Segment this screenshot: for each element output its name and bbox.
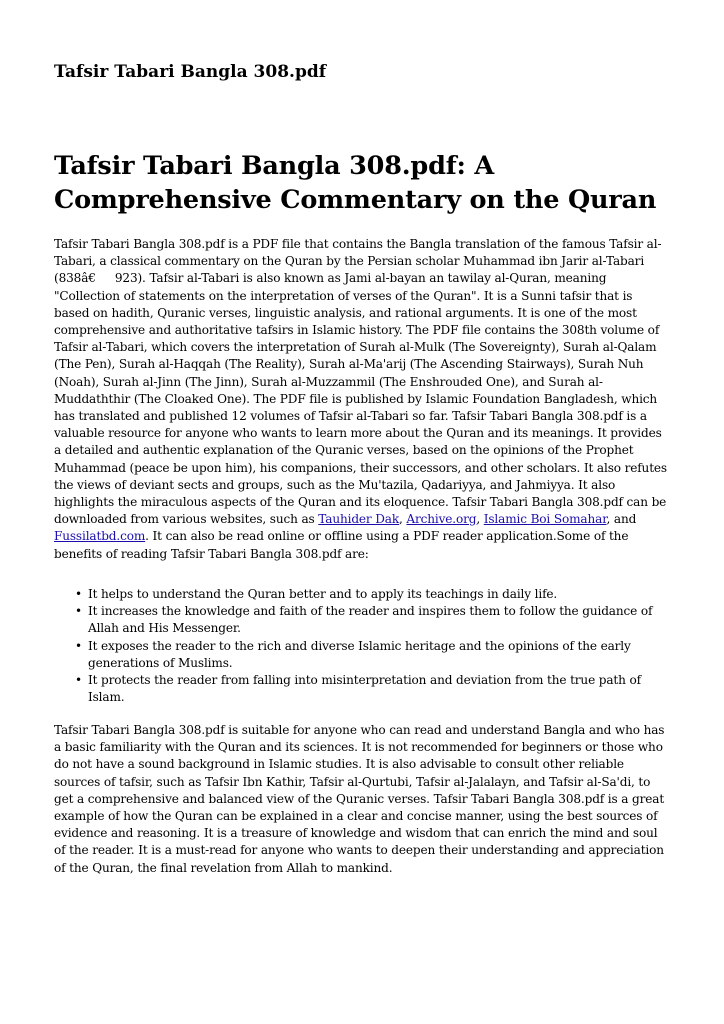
bullet-icon: •: [75, 638, 82, 653]
list-item: [75, 586, 669, 603]
document-header-title: Tafsir Tabari Bangla 308.pdf: [54, 62, 327, 82]
list-item-text: It increases the knowledge and faith of the reader and inspires them to follow the guidance of Allah and His Messenger.: [88, 604, 653, 636]
link-separator: , and: [606, 512, 637, 527]
link-separator: ,: [476, 512, 484, 527]
link-fussilatbd[interactable]: Fussilatbd.com: [54, 529, 146, 544]
intro-paragraph: [54, 236, 669, 563]
link-separator: ,: [399, 512, 407, 527]
bullet-icon: •: [75, 587, 82, 601]
link-islamic-boi-somahar[interactable]: Islamic Boi Somahar: [483, 512, 607, 527]
closing-paragraph: Tafsir Tabari Bangla 308.pdf is suitable for anyone who can read and understand Bangla and who has a basic familiarity with the Quran and its sciences. It is not recommended for beginners or those who do not have a sound background in Islamic studies. It is also advisable to consult other reliable sources of tafsir, such as Tafsir Ibn Kathir, Tafsir al-Qurtubi, Tafsir al-Jalalayn, and Tafsir al-Sa'di, to get a comprehensive and balanced view of the Quranic verses. Tafsir Tabari Bangla 308.pdf is a great example of how the Quran can be explained in a clear and concise manner, using the best sources of evidence and reasoning. It is a treasure of knowledge and wisdom that can enrich the mind and soul of the reader. It is a must-read for anyone who wants to deepen their understanding and appreciation of the Quran, the final revelation from Allah to mankind.: [54, 723, 665, 875]
bullet-icon: •: [75, 604, 82, 619]
list-item-text: It helps to understand the Quran better and to apply its teachings in daily life.: [88, 587, 558, 601]
list-item: [75, 603, 669, 637]
intro-text: Tafsir Tabari Bangla 308.pdf is a PDF file that contains the Bangla translation of the famous Tafsir al-Tabari, a classical commentary on the Quran by the Persian scholar Muhammad ibn Jarir al-Tabari (838â€923). Tafsir al-Tabari is also known as Jami al-bayan an tawilay al-Quran, meaning "Collection of statements on the interpretation of verses of the Quran". It is a Sunni tafsir that is based on hadith, Quranic verses, linguistic analysis, and rational arguments. It is one of the most comprehensive and authoritative tafsirs in Islamic history. The PDF file contains the 308th volume of Tafsir al-Tabari, which covers the interpretation of Surah al-Mulk (The Sovereignty), Surah al-Qalam (The Pen), Surah al-Haqqah (The Reality), Surah al-Ma'arij (The Ascending Stairways), Surah Nuh (Noah), Surah al-Jinn (The Jinn), Surah al-Muzzammil (The Enshrouded One), and Surah al-Muddaththir (The Cloaked One). The PDF file is published by Islamic Foundation Bangladesh, which has translated and published 12 volumes of Tafsir al-Tabari so far. Tafsir Tabari Bangla 308.pdf is a valuable resource for anyone who wants to learn more about the Quran and its meanings. It provides a detailed and authentic explanation of the Quranic verses, based on the opinions of the Prophet Muhammad (peace be upon him), his companions, their successors, and other scholars. It also refutes the views of deviant sects and groups, such as the Mu'tazila, Qadariyya, and Jahmiyya. It also highlights the miraculous aspects of the Quran and its eloquence. Tafsir Tabari Bangla 308.pdf can be downloaded from various websites, such as: [54, 237, 667, 527]
link-tauhider-dak[interactable]: Tauhider Dak: [318, 512, 400, 527]
article-heading: Tafsir Tabari Bangla 308.pdf: A Comprehensive Commentary on the Quran: [54, 151, 657, 215]
bullet-icon: •: [75, 673, 82, 688]
list-item-text: It protects the reader from falling into misinterpretation and deviation from the true path of Islam.: [88, 673, 641, 705]
intro-text-end: . It can also be read online or offline using a PDF reader application.Some of the benefits of reading Tafsir Tabari Bangla 308.pdf are:: [54, 529, 629, 561]
list-item: [75, 638, 669, 672]
list-item: [75, 672, 669, 706]
benefits-list: [54, 586, 669, 706]
list-item-text: It exposes the reader to the rich and diverse Islamic heritage and the opinions of the early generations of Muslims.: [88, 638, 631, 670]
link-archive-org[interactable]: Archive.org: [406, 512, 477, 527]
